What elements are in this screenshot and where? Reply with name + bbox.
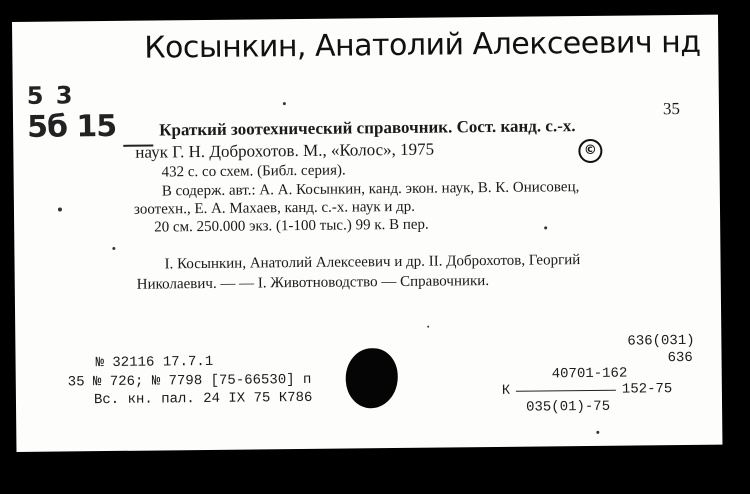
speck [544, 226, 547, 229]
udc-code-1: 636(031) [627, 332, 695, 350]
code-right: 152-75 [621, 381, 673, 398]
page-number: 35 [662, 99, 681, 119]
speck [427, 326, 429, 328]
title-line-2: наук Г. Н. Доброхотов. М., «Колос», 1975 [135, 139, 435, 162]
speck [58, 207, 62, 211]
speck [596, 431, 599, 434]
speck [112, 247, 115, 250]
ink-blot [345, 348, 398, 409]
contents-line-1: В содерж. авт.: А. А. Косынкин, канд. экон. наук, В. К. Онисовец, [161, 179, 580, 200]
udc-code-2: 636 [667, 349, 693, 367]
copyright-icon: © [578, 139, 602, 163]
order-line: 35 № 726; № 7798 [75-66530] п [67, 371, 312, 391]
handwritten-heading: Косынкин, Анатолий Алексеевич нд [144, 24, 701, 66]
contents-line-2: зоотехн., Е. А. Махаев, канд. с.-х. наук и др. [133, 198, 416, 218]
shelfmark [27, 81, 120, 145]
catalog-card [12, 15, 722, 452]
physical-description: 432 с. со схем. (Библ. серия). [161, 162, 346, 181]
shelfmark-top: 5 3 [26, 81, 75, 110]
edition-line: 20 см. 250.000 экз. (1-100 тыс.) 99 к. В пер. [154, 216, 429, 236]
code-bottom: 035(01)-75 [525, 398, 611, 416]
signed-line: Вс. кн. пал. 24 IX 75 К786 [93, 389, 313, 409]
code-divider [516, 390, 616, 392]
card-number: № 32116 17.7.1 [95, 353, 214, 372]
tracings-line-1: I. Косынкин, Анатолий Алексеевич и др. II. Доброхотов, Георгий [164, 252, 581, 273]
title-line-1: Краткий зоотехнический справочник. Сост. канд. с.-х. [159, 116, 576, 140]
tracings-line-2: Николаевич. — — I. Животноводство — Справочники. [136, 273, 490, 293]
code-top: 40701-162 [551, 365, 628, 383]
code-left: К [501, 382, 511, 399]
speck [283, 102, 286, 105]
shelfmark-bottom: 5б 15 [26, 108, 117, 145]
